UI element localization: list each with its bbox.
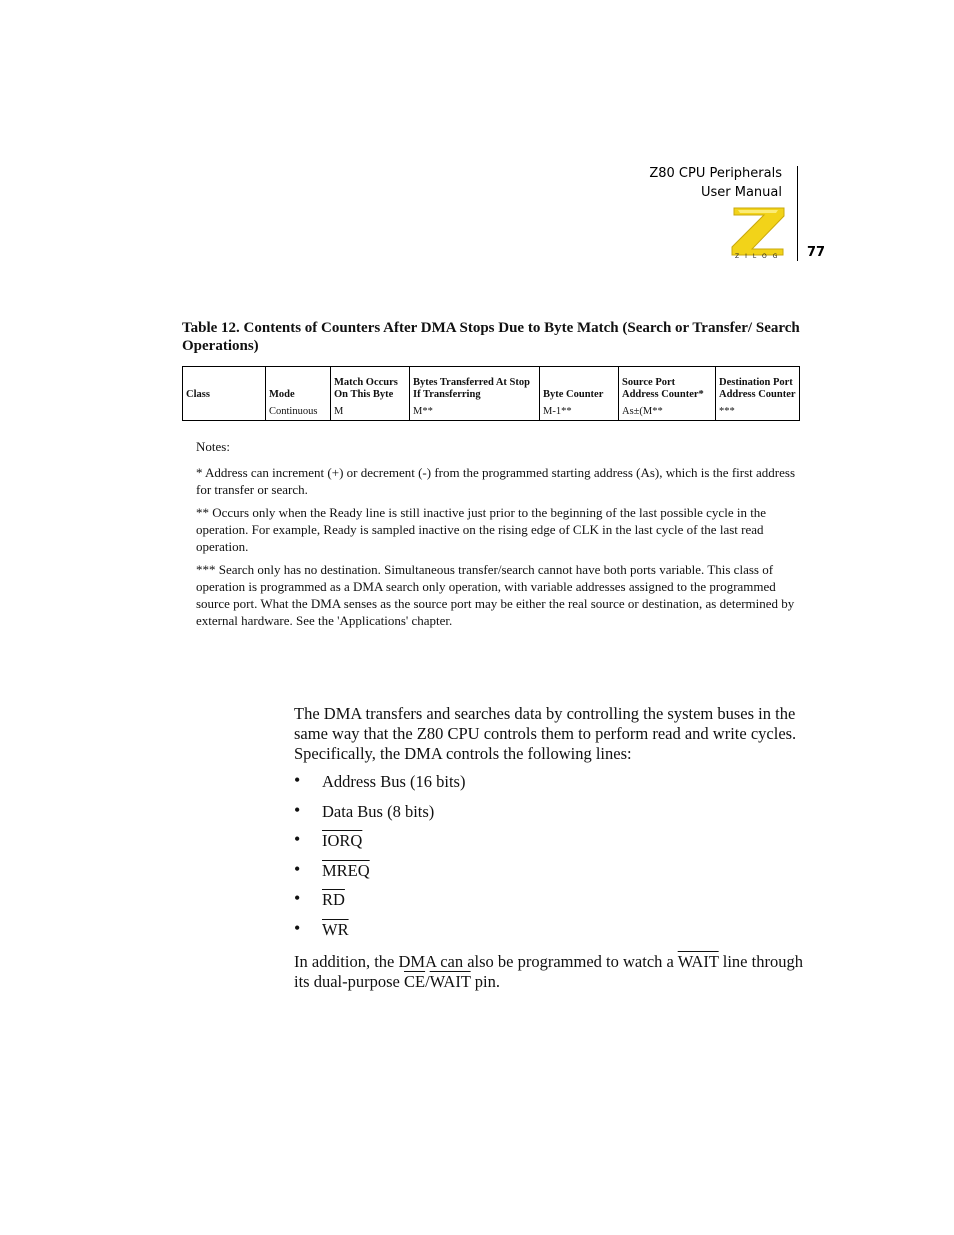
note-item: * Address can increment (+) or decrement (-) from the programmed starting address (As), which is the first address for transfer or search. [196, 465, 796, 497]
closing-paragraph: In addition, the DMA can also be programmed to watch a WAIT line through its dual-purpose $\overline{CE}$/WAIT pin. [294, 951, 803, 991]
column-header: Match Occurs On This Byte [331, 367, 410, 404]
intro-paragraph: The DMA transfers and searches data by controlling the system buses in the same way that the Z80 CPU controls them to perform read and write cycles. Specifically, the DMA controls the following lines: [294, 704, 797, 763]
column-header: Destination Port Address Counter [716, 367, 800, 404]
column-header: Source Port Address Counter* [619, 367, 716, 404]
table-cell: M-1** [540, 403, 619, 421]
table-notes [196, 438, 800, 635]
header-divider [797, 166, 798, 261]
table-caption: Table 12. Contents of Counters After DMA Stops Due to Byte Match (Search or Transfer/ Search Operations) [182, 320, 800, 354]
table-cell: As±(M** [619, 403, 716, 421]
ce-signal: $\overline{CE}$ [403, 971, 426, 991]
column-header: Mode [266, 367, 331, 404]
table-cell: M [331, 403, 410, 421]
list-item: • $\overline{WR}$ [294, 917, 349, 939]
bullet-icon: • [294, 829, 301, 850]
logo-wordmark: ZILOG [735, 253, 784, 260]
table-header-row [183, 367, 800, 404]
page-number: 77 [807, 245, 826, 260]
table-cell: M** [410, 403, 540, 421]
column-header: Class [183, 367, 266, 404]
table-cell: Continuous [266, 403, 331, 421]
list-item: • IORQ [294, 829, 363, 851]
manual-title [649, 164, 782, 202]
note-item: *** Search only has no destination. Simultaneous transfer/search cannot have both ports variable. This class of operation is programmed as a DMA search only operation, with variable addresses assigned to the programmed source port. What the DMA senses as the source port may be either the real source or destination, as determined by external hardware. See the 'Applications' chapter. [196, 562, 795, 628]
body-section [294, 704, 804, 992]
list-item: • MREQ [294, 858, 370, 880]
list-item: • Address Bus (16 bits) [294, 770, 466, 791]
counters-table [182, 366, 800, 421]
bus-lines-list [294, 772, 804, 950]
list-item: • Data Bus (8 bits) [294, 799, 435, 821]
bullet-icon: • [294, 917, 301, 938]
note-item: ** Occurs only when the Ready line is still inactive just prior to the beginning of the last possible cycle in the operation. For example, Ready is sampled inactive on the rising edge of CLK in the last cycle of the last read operation. [196, 505, 767, 554]
column-header: Byte Counter [540, 367, 619, 404]
bullet-icon: • [294, 858, 301, 879]
manual-title-line1: Z80 CPU Peripherals [649, 166, 782, 181]
manual-title-line2: User Manual [700, 185, 782, 200]
table-cell: *** [716, 403, 800, 421]
wait-signal: WAIT [429, 971, 471, 991]
list-item: • $\overline{RD}$ [294, 888, 345, 910]
bullet-icon: • [294, 770, 301, 790]
table-row [183, 403, 800, 421]
bullet-icon: • [294, 799, 301, 820]
column-header: Bytes Transferred At Stop If Transferring [410, 367, 540, 404]
bullet-icon: • [294, 888, 301, 909]
table-cell [183, 403, 266, 421]
notes-label: Notes: [196, 439, 230, 454]
wait-signal: WAIT [677, 951, 719, 971]
